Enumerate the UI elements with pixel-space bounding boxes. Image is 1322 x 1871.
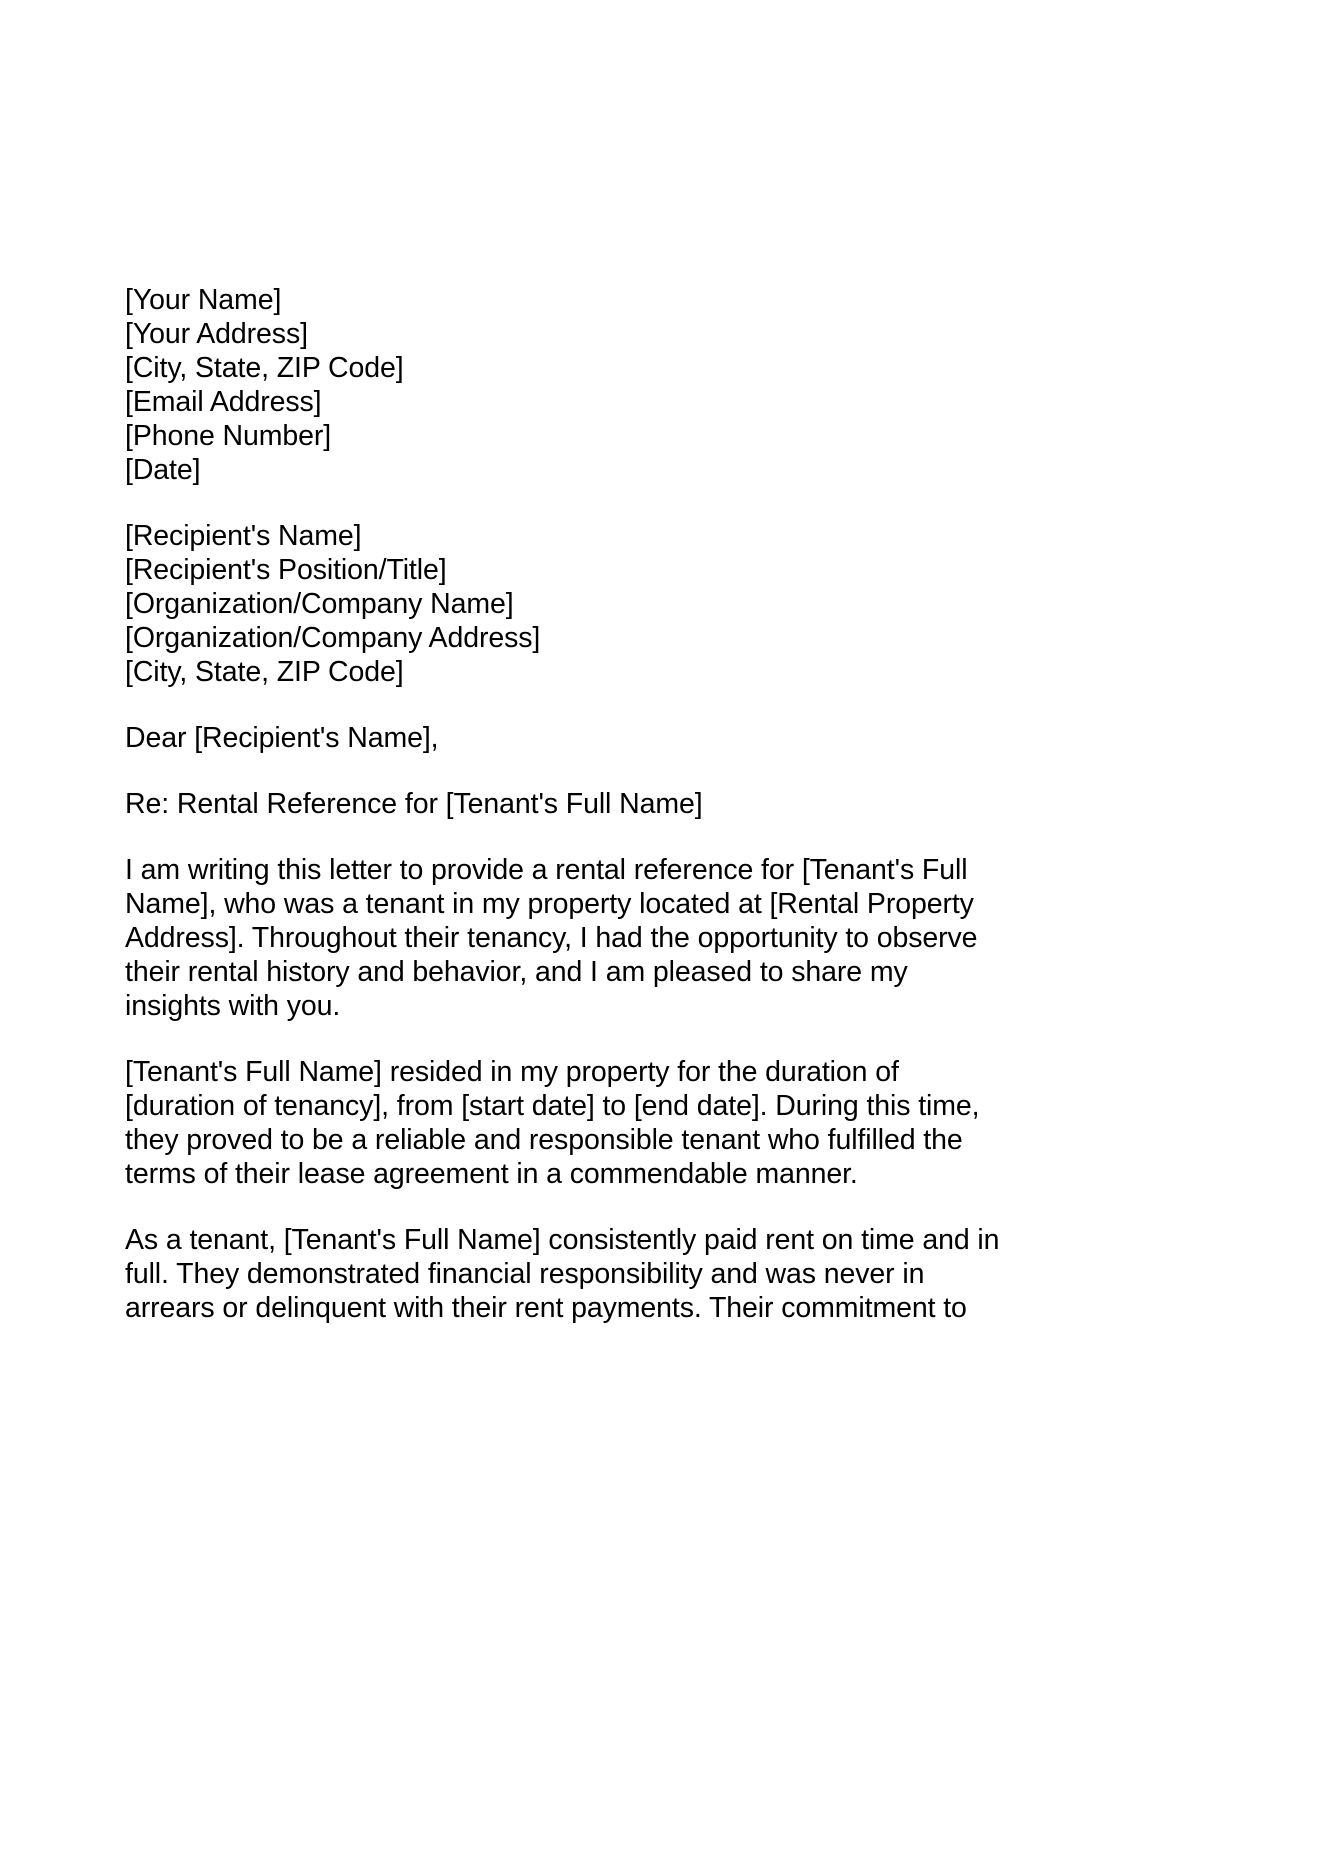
body-paragraph-payment-history: As a tenant, [Tenant's Full Name] consistently paid rent on time and in full. They demonstrated financial responsibility and was never in arrears or delinquent with their rent payments. Their commitment to — [125, 1224, 1000, 1324]
body-paragraph-tenancy-duration: [Tenant's Full Name] resided in my property for the duration of [duration of tenancy], from [start date] to [end date]. During this time, they proved to be a reliable and responsible tenant who fulfilled the terms of their lease agreement in a commendable manner. — [125, 1056, 980, 1190]
sender-line-phone: [Phone Number] — [125, 420, 332, 452]
subject-block — [125, 787, 1005, 821]
body-paragraph-2-block — [125, 1055, 1005, 1191]
recipient-address-block — [125, 519, 1005, 689]
sender-line-name: [Your Name] — [125, 284, 282, 316]
recipient-line-organization-name: [Organization/Company Name] — [125, 588, 514, 620]
recipient-line-city-state-zip: [City, State, ZIP Code] — [125, 656, 404, 688]
sender-line-address: [Your Address] — [125, 318, 308, 350]
recipient-line-organization-address: [Organization/Company Address] — [125, 622, 541, 654]
recipient-line-name: [Recipient's Name] — [125, 520, 362, 552]
body-paragraph-3-block — [125, 1223, 1005, 1325]
sender-line-date: [Date] — [125, 454, 201, 486]
body-paragraph-1-block — [125, 853, 1005, 1023]
salutation-block — [125, 721, 1005, 755]
sender-address-block — [125, 283, 1005, 487]
subject-line: Re: Rental Reference for [Tenant's Full Name] — [125, 788, 703, 820]
body-paragraph-intro: I am writing this letter to provide a rental reference for [Tenant's Full Name], who was a tenant in my property located at [Rental Property Address]. Throughout their tenancy, I had the opportunity to observe their rental history and behavior, and I am pleased to share my insights with you. — [125, 854, 978, 1022]
sender-line-city-state-zip: [City, State, ZIP Code] — [125, 352, 404, 384]
sender-line-email: [Email Address] — [125, 386, 322, 418]
letter-body — [125, 283, 1005, 1325]
salutation-text: Dear [Recipient's Name], — [125, 722, 439, 754]
recipient-line-position: [Recipient's Position/Title] — [125, 554, 447, 586]
